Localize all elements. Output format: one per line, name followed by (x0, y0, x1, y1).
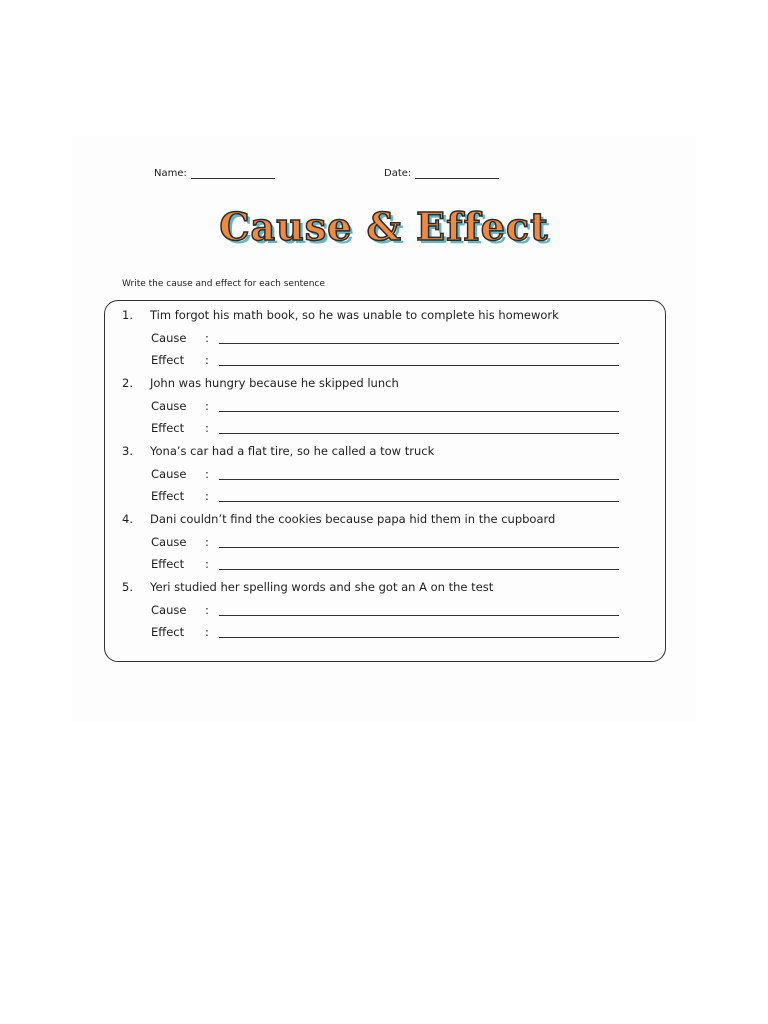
cause-answer-line[interactable] (219, 479, 619, 480)
question-text: Dani couldn’t find the cookies because papa hid them in the cupboard (150, 512, 556, 526)
question-sentence (122, 308, 559, 322)
effect-label: Effect (151, 421, 185, 435)
question-item-2 (105, 376, 665, 444)
cause-row (151, 331, 621, 347)
date-field (384, 168, 499, 179)
question-text: Tim forgot his math book, so he was unable to complete his homework (150, 308, 559, 322)
effect-row (151, 489, 621, 505)
question-item-1 (105, 308, 665, 376)
question-item-4 (105, 512, 665, 580)
effect-label: Effect (151, 353, 185, 367)
effect-row (151, 421, 621, 437)
cause-answer-line[interactable] (219, 411, 619, 412)
question-sentence (122, 580, 493, 594)
colon: : (205, 489, 209, 503)
colon: : (205, 421, 209, 435)
cause-label: Cause (151, 603, 187, 617)
name-label: Name: (154, 168, 187, 179)
effect-row (151, 353, 621, 369)
question-number: 4. (122, 512, 133, 526)
question-sentence (122, 512, 555, 526)
header-row (72, 168, 696, 184)
colon: : (205, 331, 209, 345)
effect-label: Effect (151, 557, 185, 571)
effect-row (151, 557, 621, 573)
colon: : (205, 535, 209, 549)
instruction-text: Write the cause and effect for each sentence (122, 279, 325, 289)
effect-answer-line[interactable] (219, 501, 619, 502)
question-number: 3. (122, 444, 133, 458)
colon: : (205, 603, 209, 617)
cause-label: Cause (151, 331, 187, 345)
effect-answer-line[interactable] (219, 569, 619, 570)
effect-row (151, 625, 621, 641)
cause-row (151, 535, 621, 551)
effect-answer-line[interactable] (219, 433, 619, 434)
colon: : (205, 625, 209, 639)
cause-answer-line[interactable] (219, 343, 619, 344)
name-blank-line (191, 169, 275, 179)
date-label: Date: (384, 168, 412, 179)
question-text: John was hungry because he skipped lunch (150, 376, 399, 390)
name-field (154, 168, 275, 179)
question-text: Yona’s car had a flat tire, so he called a tow truck (150, 444, 435, 458)
cause-row (151, 467, 621, 483)
questions-box (104, 300, 666, 662)
question-number: 1. (122, 308, 133, 322)
colon: : (205, 353, 209, 367)
question-sentence (122, 444, 434, 458)
effect-label: Effect (151, 625, 185, 639)
date-blank-line (415, 169, 499, 179)
cause-row (151, 399, 621, 415)
cause-label: Cause (151, 535, 187, 549)
colon: : (205, 399, 209, 413)
colon: : (205, 467, 209, 481)
cause-row (151, 603, 621, 619)
effect-label: Effect (151, 489, 185, 503)
colon: : (205, 557, 209, 571)
cause-label: Cause (151, 399, 187, 413)
worksheet-title: Cause & Effect (219, 204, 549, 249)
question-item-5 (105, 580, 665, 648)
effect-answer-line[interactable] (219, 365, 619, 366)
question-text: Yeri studied her spelling words and she got an A on the test (150, 580, 494, 594)
effect-answer-line[interactable] (219, 637, 619, 638)
worksheet-page (72, 136, 696, 722)
cause-label: Cause (151, 467, 187, 481)
question-item-3 (105, 444, 665, 512)
cause-answer-line[interactable] (219, 547, 619, 548)
question-sentence (122, 376, 399, 390)
cause-answer-line[interactable] (219, 615, 619, 616)
question-number: 5. (122, 580, 133, 594)
question-number: 2. (122, 376, 133, 390)
